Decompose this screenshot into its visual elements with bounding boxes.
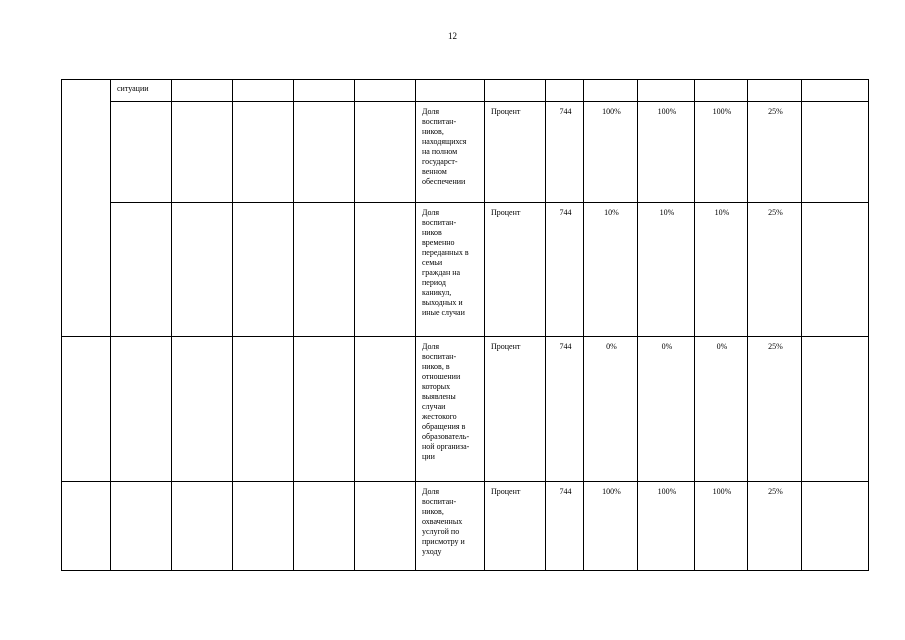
indicator-name-line: ников xyxy=(422,228,442,237)
indicator-name-line: воспитан- xyxy=(422,497,457,506)
indicator-name-line: услугой по xyxy=(422,527,460,536)
table-cell xyxy=(111,337,172,482)
table-cell xyxy=(802,203,869,337)
indicator-name-line: иные случаи xyxy=(422,308,465,317)
table-cell xyxy=(695,80,748,102)
indicator-value-2: 100% xyxy=(638,102,695,203)
indicator-name-line: воспитан- xyxy=(422,117,457,126)
table-cell xyxy=(233,203,294,337)
table-cell xyxy=(172,482,233,571)
indicator-name-line: временно xyxy=(422,238,455,247)
table-cell xyxy=(802,337,869,482)
indicator-deviation: 25% xyxy=(748,482,802,571)
table-cell xyxy=(802,102,869,203)
indicator-name-line: на полном xyxy=(422,147,458,156)
indicator-name-line: присмотру и xyxy=(422,537,465,546)
table-cell xyxy=(172,203,233,337)
table-cell xyxy=(111,203,172,337)
table-cell xyxy=(294,482,355,571)
table-cell xyxy=(355,80,416,102)
table-row xyxy=(62,102,869,203)
table-cell xyxy=(233,80,294,102)
table-cell xyxy=(748,80,802,102)
indicator-deviation: 25% xyxy=(748,203,802,337)
indicator-value-1: 10% xyxy=(584,203,638,337)
indicator-name-line: ной организа- xyxy=(422,442,470,451)
page-number: 12 xyxy=(448,31,457,41)
indicator-name-line: воспитан- xyxy=(422,218,457,227)
table-cell xyxy=(802,482,869,571)
indicator-name-line: находящихся xyxy=(422,137,467,146)
table-cell xyxy=(584,80,638,102)
table-cell xyxy=(111,102,172,203)
indicator-name-line: ников, xyxy=(422,507,444,516)
table-cell xyxy=(802,80,869,102)
indicator-name xyxy=(416,102,485,203)
table-cell xyxy=(355,203,416,337)
indicator-value-2: 100% xyxy=(638,482,695,571)
indicator-deviation: 25% xyxy=(748,337,802,482)
table-cell xyxy=(294,337,355,482)
table-cell xyxy=(62,482,111,571)
table-row xyxy=(62,337,869,482)
indicator-name-line: воспитан- xyxy=(422,352,457,361)
indicator-value-3: 100% xyxy=(695,102,748,203)
table-cell xyxy=(233,337,294,482)
indicator-name-line: каникул, xyxy=(422,288,452,297)
indicator-code: 744 xyxy=(546,482,584,571)
indicator-unit: Процент xyxy=(485,337,546,482)
indicator-name-line: обеспечении xyxy=(422,177,466,186)
indicator-name xyxy=(416,482,485,571)
indicator-unit: Процент xyxy=(485,482,546,571)
indicator-value-3: 10% xyxy=(695,203,748,337)
indicator-name xyxy=(416,337,485,482)
indicator-code: 744 xyxy=(546,102,584,203)
indicators-table xyxy=(61,79,869,571)
indicator-unit: Процент xyxy=(485,203,546,337)
indicator-name-line: жестокого xyxy=(422,412,457,421)
table-cell xyxy=(355,482,416,571)
table-cell xyxy=(111,482,172,571)
indicator-name-line: граждан на xyxy=(422,268,461,277)
indicator-value-2: 10% xyxy=(638,203,695,337)
table-cell xyxy=(172,102,233,203)
table-cell xyxy=(233,102,294,203)
table-cell-label: ситуации xyxy=(111,80,172,102)
table-cell xyxy=(416,80,485,102)
indicator-name-line: переданных в xyxy=(422,248,469,257)
indicator-name-line: отношении xyxy=(422,372,461,381)
indicator-name-line: семьи xyxy=(422,258,443,267)
indicator-name-line: период xyxy=(422,278,446,287)
indicator-name-line: образователь- xyxy=(422,432,470,441)
indicator-name-line: Доля xyxy=(422,487,440,496)
indicator-unit: Процент xyxy=(485,102,546,203)
table-cell xyxy=(355,337,416,482)
table-cell xyxy=(638,80,695,102)
indicator-name-line: ников, в xyxy=(422,362,450,371)
indicator-name-line: Доля xyxy=(422,342,440,351)
indicator-value-1: 0% xyxy=(584,337,638,482)
indicator-value-1: 100% xyxy=(584,482,638,571)
indicator-name-line: Доля xyxy=(422,208,440,217)
indicator-name-line: случаи xyxy=(422,402,446,411)
indicator-name-line: ции xyxy=(422,452,435,461)
table-cell xyxy=(294,102,355,203)
table-cell xyxy=(294,80,355,102)
table-cell xyxy=(294,203,355,337)
indicator-name-line: венном xyxy=(422,167,447,176)
table-cell xyxy=(546,80,584,102)
indicator-value-3: 0% xyxy=(695,337,748,482)
indicator-value-2: 0% xyxy=(638,337,695,482)
indicator-deviation: 25% xyxy=(748,102,802,203)
indicator-name-line: Доля xyxy=(422,107,440,116)
indicator-code: 744 xyxy=(546,337,584,482)
indicator-value-3: 100% xyxy=(695,482,748,571)
indicator-name-line: государст- xyxy=(422,157,458,166)
table-cell xyxy=(233,482,294,571)
table-row xyxy=(62,203,869,337)
indicator-name-line: выявлены xyxy=(422,392,456,401)
table-cell xyxy=(485,80,546,102)
table-cell xyxy=(172,337,233,482)
indicator-name xyxy=(416,203,485,337)
table-cell xyxy=(62,80,111,337)
table-row xyxy=(62,80,869,102)
indicator-name-line: выходных и xyxy=(422,298,463,307)
table-cell xyxy=(355,102,416,203)
indicator-name-line: ников, xyxy=(422,127,444,136)
indicator-name-line: которых xyxy=(422,382,451,391)
table-cell xyxy=(62,337,111,482)
table-row xyxy=(62,482,869,571)
indicator-name-line: уходу xyxy=(422,547,442,556)
indicator-name-line: обращения в xyxy=(422,422,466,431)
indicator-name-line: охваченных xyxy=(422,517,463,526)
indicator-code: 744 xyxy=(546,203,584,337)
indicator-value-1: 100% xyxy=(584,102,638,203)
table-cell xyxy=(172,80,233,102)
